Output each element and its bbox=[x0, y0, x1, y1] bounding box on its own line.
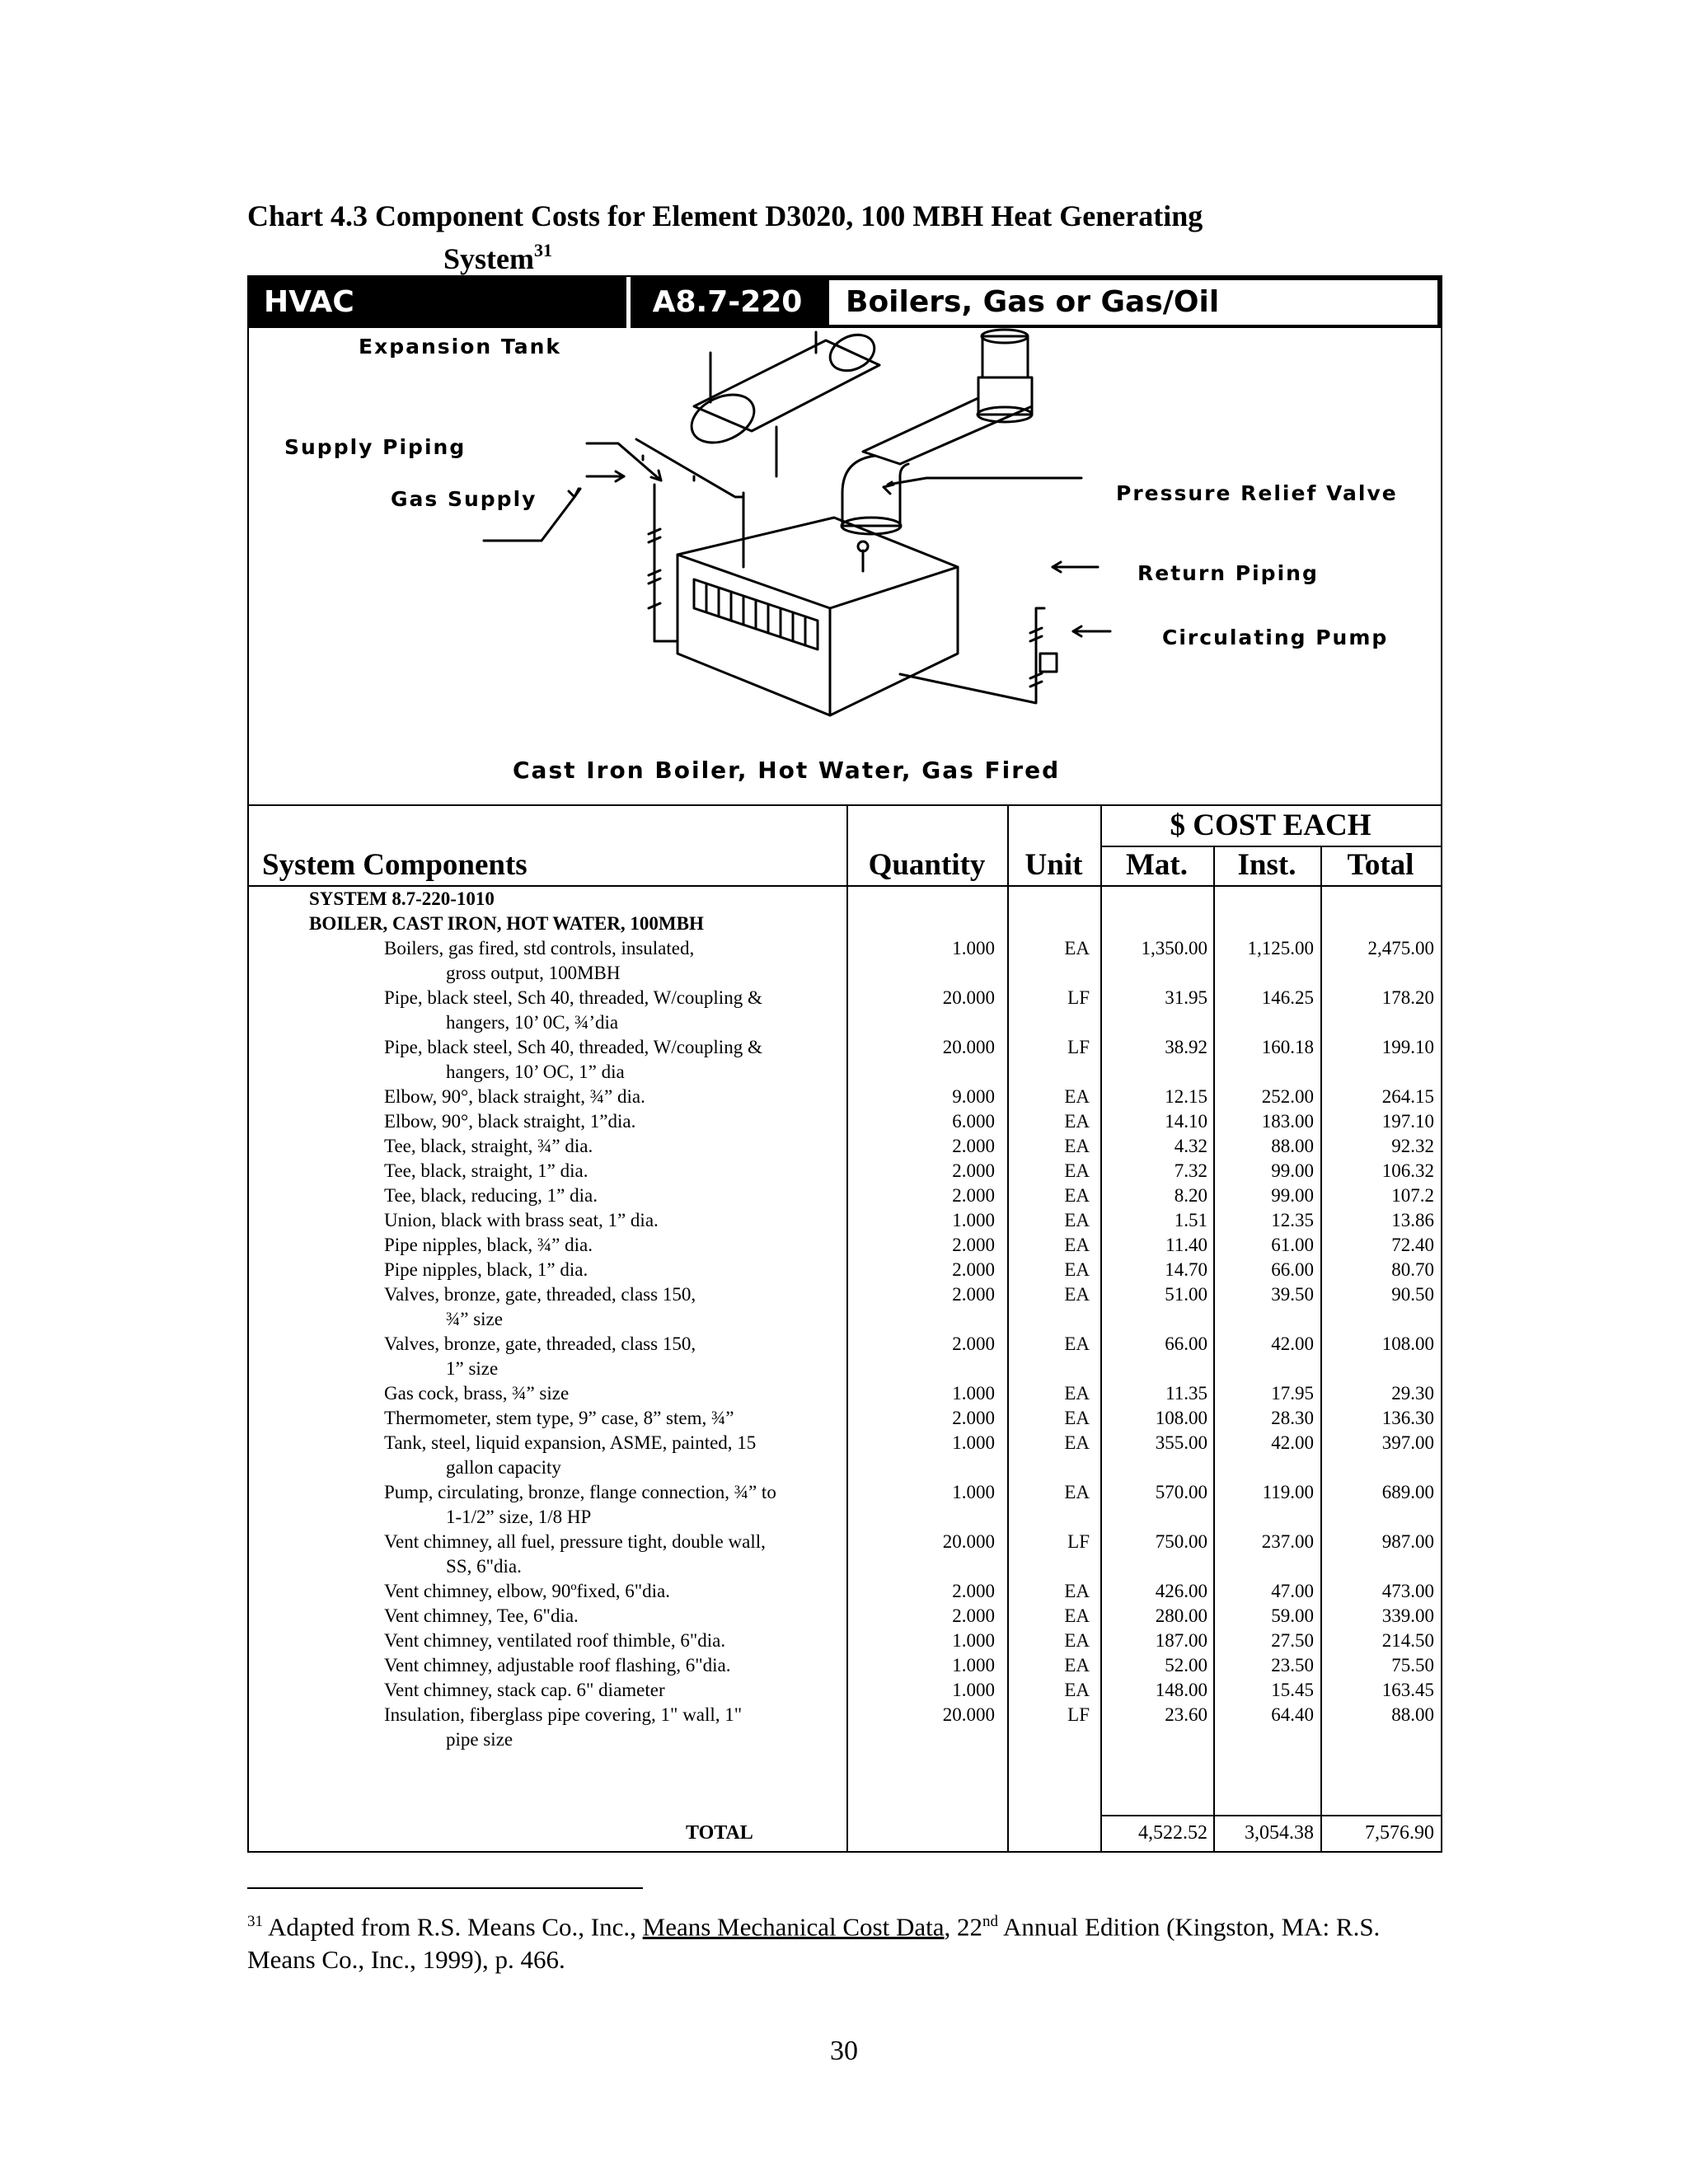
chart-title-line2 bbox=[247, 234, 1484, 277]
sheet-header bbox=[249, 277, 1441, 328]
component-name: Union, black with brass seat, 1” dia. bbox=[384, 1210, 659, 1230]
system-name: BOILER, CAST IRON, HOT WATER, 100MBH bbox=[309, 913, 704, 934]
table-row bbox=[249, 1208, 1441, 1233]
component-mat-cost: 23.60 bbox=[1165, 1704, 1207, 1725]
label-expansion-tank: Expansion Tank bbox=[359, 335, 562, 359]
component-name: Thermometer, stem type, 9” case, 8” stem, ¾” bbox=[384, 1408, 734, 1428]
component-mat-cost: 51.00 bbox=[1165, 1284, 1207, 1305]
total-inst: 3,054.38 bbox=[1245, 1822, 1314, 1844]
component-description bbox=[384, 1579, 846, 1604]
component-description bbox=[384, 1530, 846, 1579]
component-quantity: 1.000 bbox=[952, 938, 995, 958]
component-name: Valves, bronze, gate, threaded, class 150, bbox=[384, 1333, 696, 1354]
component-inst-cost: 47.00 bbox=[1271, 1581, 1314, 1601]
component-quantity: 2.000 bbox=[952, 1333, 995, 1354]
component-inst-cost: 59.00 bbox=[1271, 1605, 1314, 1626]
component-mat-cost: 187.00 bbox=[1155, 1630, 1207, 1651]
component-quantity: 20.000 bbox=[942, 1037, 995, 1057]
component-name: Valves, bronze, gate, threaded, class 150, bbox=[384, 1284, 696, 1305]
label-gas-supply: Gas Supply bbox=[391, 487, 537, 511]
component-name: Gas cock, brass, ¾” size bbox=[384, 1383, 570, 1404]
component-name: Pipe, black steel, Sch 40, threaded, W/coupling & bbox=[384, 1037, 762, 1057]
component-description bbox=[384, 1678, 846, 1703]
component-name: Vent chimney, all fuel, pressure tight, double wall, bbox=[384, 1531, 766, 1552]
component-name: Tee, black, straight, 1” dia. bbox=[384, 1160, 588, 1181]
component-unit: EA bbox=[1064, 1160, 1090, 1181]
component-total-cost: 2,475.00 bbox=[1367, 938, 1434, 958]
component-quantity: 20.000 bbox=[942, 1704, 995, 1725]
component-mat-cost: 4.32 bbox=[1174, 1136, 1207, 1156]
table-row bbox=[249, 1085, 1441, 1109]
component-total-cost: 264.15 bbox=[1381, 1086, 1434, 1107]
component-total-cost: 473.00 bbox=[1381, 1581, 1434, 1601]
footnote-book-title: Means Mechanical Cost Data bbox=[642, 1912, 945, 1942]
table-row bbox=[249, 1183, 1441, 1208]
component-unit: EA bbox=[1064, 1432, 1090, 1453]
component-total-cost: 197.10 bbox=[1381, 1111, 1434, 1132]
component-unit: LF bbox=[1067, 1037, 1090, 1057]
component-name: Pump, circulating, bronze, flange connection, ¾” to bbox=[384, 1482, 776, 1502]
header-name: Boilers, Gas or Gas/Oil bbox=[824, 277, 1441, 328]
component-inst-cost: 39.50 bbox=[1271, 1284, 1314, 1305]
component-description bbox=[384, 1085, 846, 1109]
component-quantity: 2.000 bbox=[952, 1581, 995, 1601]
component-mat-cost: 38.92 bbox=[1165, 1037, 1207, 1057]
component-description bbox=[384, 1282, 846, 1332]
component-unit: EA bbox=[1064, 1111, 1090, 1132]
component-mat-cost: 426.00 bbox=[1155, 1581, 1207, 1601]
component-total-cost: 987.00 bbox=[1381, 1531, 1434, 1552]
table-row bbox=[249, 1530, 1441, 1579]
component-name: Vent chimney, elbow, 90ºfixed, 6"dia. bbox=[384, 1581, 670, 1601]
component-description bbox=[384, 1258, 846, 1282]
chart-title bbox=[247, 198, 1484, 277]
component-name-continued: SS, 6"dia. bbox=[446, 1556, 522, 1577]
cost-each-header: $ COST EACH bbox=[1170, 808, 1372, 842]
chart-title-line1: Chart 4.3 Component Costs for Element D3020, 100 MBH Heat Generating bbox=[247, 199, 1203, 232]
footnote-edition-sup: nd bbox=[982, 1913, 998, 1930]
component-quantity: 2.000 bbox=[952, 1185, 995, 1206]
component-total-cost: 108.00 bbox=[1381, 1333, 1434, 1354]
component-description bbox=[384, 1629, 846, 1653]
component-quantity: 1.000 bbox=[952, 1210, 995, 1230]
component-quantity: 2.000 bbox=[952, 1284, 995, 1305]
component-unit: LF bbox=[1067, 1531, 1090, 1552]
component-mat-cost: 7.32 bbox=[1174, 1160, 1207, 1181]
component-unit: EA bbox=[1064, 1680, 1090, 1700]
component-name: Elbow, 90°, black straight, ¾” dia. bbox=[384, 1086, 645, 1107]
component-mat-cost: 31.95 bbox=[1165, 987, 1207, 1008]
table-row bbox=[249, 1282, 1441, 1332]
component-inst-cost: 12.35 bbox=[1271, 1210, 1314, 1230]
col-header-mat: Mat. bbox=[1126, 848, 1188, 882]
component-unit: EA bbox=[1064, 1333, 1090, 1354]
table-row bbox=[249, 1406, 1441, 1431]
label-return-piping: Return Piping bbox=[1137, 561, 1319, 585]
component-inst-cost: 15.45 bbox=[1271, 1680, 1314, 1700]
component-inst-cost: 64.40 bbox=[1271, 1704, 1314, 1725]
table-row bbox=[249, 1629, 1441, 1653]
component-description bbox=[384, 1134, 846, 1159]
component-unit: EA bbox=[1064, 1259, 1090, 1280]
component-description bbox=[384, 1431, 846, 1480]
component-mat-cost: 1,350.00 bbox=[1141, 938, 1207, 958]
component-description bbox=[384, 1480, 846, 1530]
component-name: Pipe, black steel, Sch 40, threaded, W/coupling & bbox=[384, 987, 762, 1008]
system-id: SYSTEM 8.7-220-1010 bbox=[309, 888, 495, 909]
component-mat-cost: 66.00 bbox=[1165, 1333, 1207, 1354]
component-name: Boilers, gas fired, std controls, insulated, bbox=[384, 938, 695, 958]
table-row bbox=[249, 1159, 1441, 1183]
table-row bbox=[249, 1579, 1441, 1604]
component-total-cost: 163.45 bbox=[1381, 1680, 1434, 1700]
col-header-quantity: Quantity bbox=[868, 848, 986, 882]
component-rows bbox=[249, 936, 1441, 1752]
cost-table bbox=[249, 804, 1441, 1851]
header-category: HVAC bbox=[249, 277, 626, 328]
component-unit: EA bbox=[1064, 1605, 1090, 1626]
component-inst-cost: 42.00 bbox=[1271, 1432, 1314, 1453]
component-name: Vent chimney, adjustable roof flashing, 6"dia. bbox=[384, 1655, 731, 1675]
component-total-cost: 199.10 bbox=[1381, 1037, 1434, 1057]
component-total-cost: 107.2 bbox=[1391, 1185, 1434, 1206]
component-name: Vent chimney, stack cap. 6" diameter bbox=[384, 1680, 665, 1700]
component-total-cost: 90.50 bbox=[1391, 1284, 1434, 1305]
footnote-number: 31 bbox=[247, 1913, 263, 1930]
footnote-after: Annual Edition (Kingston, MA: R.S. Means Co., Inc., 1999), p. 466. bbox=[247, 1912, 1381, 1975]
component-quantity: 1.000 bbox=[952, 1630, 995, 1651]
component-unit: EA bbox=[1064, 1086, 1090, 1107]
illustration-caption: Cast Iron Boiler, Hot Water, Gas Fired bbox=[513, 757, 1061, 784]
component-description bbox=[384, 1183, 846, 1208]
component-name: Insulation, fiberglass pipe covering, 1" wall, 1" bbox=[384, 1704, 743, 1725]
table-row bbox=[249, 1431, 1441, 1480]
component-unit: EA bbox=[1064, 1136, 1090, 1156]
component-unit: EA bbox=[1064, 1284, 1090, 1305]
component-unit: EA bbox=[1064, 1235, 1090, 1255]
component-unit: EA bbox=[1064, 1210, 1090, 1230]
component-mat-cost: 11.35 bbox=[1165, 1383, 1207, 1404]
component-name: Tank, steel, liquid expansion, ASME, painted, 15 bbox=[384, 1432, 757, 1453]
component-unit: EA bbox=[1064, 1655, 1090, 1675]
table-row bbox=[249, 1258, 1441, 1282]
component-total-cost: 72.40 bbox=[1391, 1235, 1434, 1255]
component-mat-cost: 1.51 bbox=[1174, 1210, 1207, 1230]
component-description bbox=[384, 1381, 846, 1406]
component-quantity: 9.000 bbox=[952, 1086, 995, 1107]
label-circulating-pump: Circulating Pump bbox=[1162, 626, 1389, 649]
component-mat-cost: 12.15 bbox=[1165, 1086, 1207, 1107]
component-inst-cost: 66.00 bbox=[1271, 1259, 1314, 1280]
component-total-cost: 106.32 bbox=[1381, 1160, 1434, 1181]
component-name-continued: gross output, 100MBH bbox=[446, 963, 621, 983]
component-name: Vent chimney, Tee, 6"dia. bbox=[384, 1605, 579, 1626]
component-quantity: 2.000 bbox=[952, 1605, 995, 1626]
component-name-continued: 1-1/2” size, 1/8 HP bbox=[446, 1507, 592, 1527]
total-total: 7,576.90 bbox=[1365, 1822, 1434, 1844]
component-unit: EA bbox=[1064, 938, 1090, 958]
component-mat-cost: 8.20 bbox=[1174, 1185, 1207, 1206]
table-row bbox=[249, 1035, 1441, 1085]
component-quantity: 2.000 bbox=[952, 1235, 995, 1255]
footnote-before: Adapted from R.S. Means Co., Inc., bbox=[263, 1912, 643, 1942]
component-quantity: 1.000 bbox=[952, 1655, 995, 1675]
component-description bbox=[384, 1653, 846, 1678]
component-name-continued: hangers, 10’ 0C, ¾’dia bbox=[446, 1012, 619, 1033]
page-number: 30 bbox=[830, 2036, 858, 2066]
col-header-inst: Inst. bbox=[1237, 848, 1296, 882]
chart-title-system: System bbox=[443, 242, 534, 275]
component-inst-cost: 27.50 bbox=[1271, 1630, 1314, 1651]
table-row bbox=[249, 1233, 1441, 1258]
label-pressure-relief-valve: Pressure Relief Valve bbox=[1116, 481, 1398, 505]
component-inst-cost: 99.00 bbox=[1271, 1185, 1314, 1206]
col-header-unit: Unit bbox=[1025, 848, 1083, 882]
table-row bbox=[249, 1480, 1441, 1530]
col-header-components: System Components bbox=[262, 848, 528, 882]
table-row bbox=[249, 1653, 1441, 1678]
component-total-cost: 397.00 bbox=[1381, 1432, 1434, 1453]
component-name-continued: hangers, 10’ OC, 1” dia bbox=[446, 1062, 625, 1082]
table-row bbox=[249, 1109, 1441, 1134]
component-quantity: 6.000 bbox=[952, 1111, 995, 1132]
component-total-cost: 214.50 bbox=[1381, 1630, 1434, 1651]
component-name-continued: gallon capacity bbox=[446, 1457, 561, 1478]
component-inst-cost: 88.00 bbox=[1271, 1136, 1314, 1156]
component-quantity: 1.000 bbox=[952, 1680, 995, 1700]
component-quantity: 1.000 bbox=[952, 1383, 995, 1404]
table-row bbox=[249, 1134, 1441, 1159]
component-name: Tee, black, reducing, 1” dia. bbox=[384, 1185, 598, 1206]
component-unit: EA bbox=[1064, 1482, 1090, 1502]
component-description bbox=[384, 1406, 846, 1431]
component-description bbox=[384, 1109, 846, 1134]
component-total-cost: 178.20 bbox=[1381, 987, 1434, 1008]
component-total-cost: 75.50 bbox=[1391, 1655, 1434, 1675]
component-description bbox=[384, 1159, 846, 1183]
component-inst-cost: 146.25 bbox=[1261, 987, 1314, 1008]
circulating-pump bbox=[1040, 654, 1057, 672]
component-description bbox=[384, 1035, 846, 1085]
component-quantity: 20.000 bbox=[942, 1531, 995, 1552]
table-row bbox=[249, 1604, 1441, 1629]
boiler-illustration bbox=[249, 328, 1441, 803]
component-name: Pipe nipples, black, ¾” dia. bbox=[384, 1235, 593, 1255]
component-description bbox=[384, 986, 846, 1035]
component-mat-cost: 148.00 bbox=[1155, 1680, 1207, 1700]
col-header-total: Total bbox=[1347, 848, 1414, 882]
table-row bbox=[249, 1381, 1441, 1406]
component-inst-cost: 183.00 bbox=[1261, 1111, 1314, 1132]
supply-pipe bbox=[636, 439, 743, 497]
component-name-continued: pipe size bbox=[446, 1729, 513, 1750]
component-mat-cost: 355.00 bbox=[1155, 1432, 1207, 1453]
component-inst-cost: 99.00 bbox=[1271, 1160, 1314, 1181]
component-name-continued: ¾” size bbox=[446, 1309, 503, 1329]
component-inst-cost: 119.00 bbox=[1262, 1482, 1314, 1502]
component-total-cost: 29.30 bbox=[1391, 1383, 1434, 1404]
table-row bbox=[249, 986, 1441, 1035]
component-name: Elbow, 90°, black straight, 1”dia. bbox=[384, 1111, 636, 1132]
label-supply-piping: Supply Piping bbox=[284, 435, 467, 459]
component-description bbox=[384, 1208, 846, 1233]
component-inst-cost: 17.95 bbox=[1271, 1383, 1314, 1404]
component-inst-cost: 160.18 bbox=[1261, 1037, 1314, 1057]
component-inst-cost: 28.30 bbox=[1271, 1408, 1314, 1428]
footnote bbox=[247, 1905, 1451, 1976]
component-unit: LF bbox=[1067, 987, 1090, 1008]
component-total-cost: 92.32 bbox=[1391, 1136, 1434, 1156]
table-row bbox=[249, 1703, 1441, 1752]
footnote-edition: , 22 bbox=[944, 1912, 982, 1942]
component-inst-cost: 252.00 bbox=[1261, 1086, 1314, 1107]
table-row bbox=[249, 1332, 1441, 1381]
component-inst-cost: 23.50 bbox=[1271, 1655, 1314, 1675]
footnote-ref: 31 bbox=[534, 240, 552, 260]
component-total-cost: 136.30 bbox=[1381, 1408, 1434, 1428]
component-unit: EA bbox=[1064, 1630, 1090, 1651]
return-pipe bbox=[900, 608, 1044, 703]
header-code: A8.7-220 bbox=[626, 277, 824, 328]
component-quantity: 2.000 bbox=[952, 1259, 995, 1280]
component-mat-cost: 52.00 bbox=[1165, 1655, 1207, 1675]
component-unit: EA bbox=[1064, 1185, 1090, 1206]
component-mat-cost: 750.00 bbox=[1155, 1531, 1207, 1552]
component-mat-cost: 108.00 bbox=[1155, 1408, 1207, 1428]
component-inst-cost: 1,125.00 bbox=[1247, 938, 1314, 958]
total-row: TOTAL 4,522.52 3,054.38 7,576.90 bbox=[249, 1816, 1441, 1851]
component-quantity: 2.000 bbox=[952, 1136, 995, 1156]
component-description bbox=[384, 1604, 846, 1629]
component-mat-cost: 280.00 bbox=[1155, 1605, 1207, 1626]
component-total-cost: 339.00 bbox=[1381, 1605, 1434, 1626]
component-total-cost: 689.00 bbox=[1381, 1482, 1434, 1502]
component-description bbox=[384, 936, 846, 986]
component-unit: LF bbox=[1067, 1704, 1090, 1725]
component-quantity: 2.000 bbox=[952, 1408, 995, 1428]
component-mat-cost: 11.40 bbox=[1165, 1235, 1207, 1255]
table-row bbox=[249, 936, 1441, 986]
component-total-cost: 80.70 bbox=[1391, 1259, 1434, 1280]
table-row bbox=[249, 1678, 1441, 1703]
component-name: Vent chimney, ventilated roof thimble, 6"dia. bbox=[384, 1630, 726, 1651]
component-total-cost: 88.00 bbox=[1391, 1704, 1434, 1725]
component-quantity: 20.000 bbox=[942, 987, 995, 1008]
component-quantity: 2.000 bbox=[952, 1160, 995, 1181]
component-total-cost: 13.86 bbox=[1391, 1210, 1434, 1230]
component-name: Tee, black, straight, ¾” dia. bbox=[384, 1136, 593, 1156]
expansion-tank-body bbox=[694, 340, 879, 431]
component-mat-cost: 570.00 bbox=[1155, 1482, 1207, 1502]
component-inst-cost: 61.00 bbox=[1271, 1235, 1314, 1255]
component-inst-cost: 42.00 bbox=[1271, 1333, 1314, 1354]
component-inst-cost: 237.00 bbox=[1261, 1531, 1314, 1552]
total-mat: 4,522.52 bbox=[1138, 1822, 1207, 1844]
component-quantity: 1.000 bbox=[952, 1432, 995, 1453]
component-name: Pipe nipples, black, 1” dia. bbox=[384, 1259, 588, 1280]
component-quantity: 1.000 bbox=[952, 1482, 995, 1502]
component-description bbox=[384, 1703, 846, 1752]
table-body bbox=[249, 887, 1441, 1752]
component-description bbox=[384, 1233, 846, 1258]
footnote-rule bbox=[247, 1887, 643, 1889]
component-unit: EA bbox=[1064, 1581, 1090, 1601]
component-name-continued: 1” size bbox=[446, 1358, 499, 1379]
component-description bbox=[384, 1332, 846, 1381]
component-unit: EA bbox=[1064, 1383, 1090, 1404]
hvac-cost-sheet bbox=[247, 275, 1442, 1853]
component-unit: EA bbox=[1064, 1408, 1090, 1428]
component-mat-cost: 14.70 bbox=[1165, 1259, 1207, 1280]
component-mat-cost: 14.10 bbox=[1165, 1111, 1207, 1132]
